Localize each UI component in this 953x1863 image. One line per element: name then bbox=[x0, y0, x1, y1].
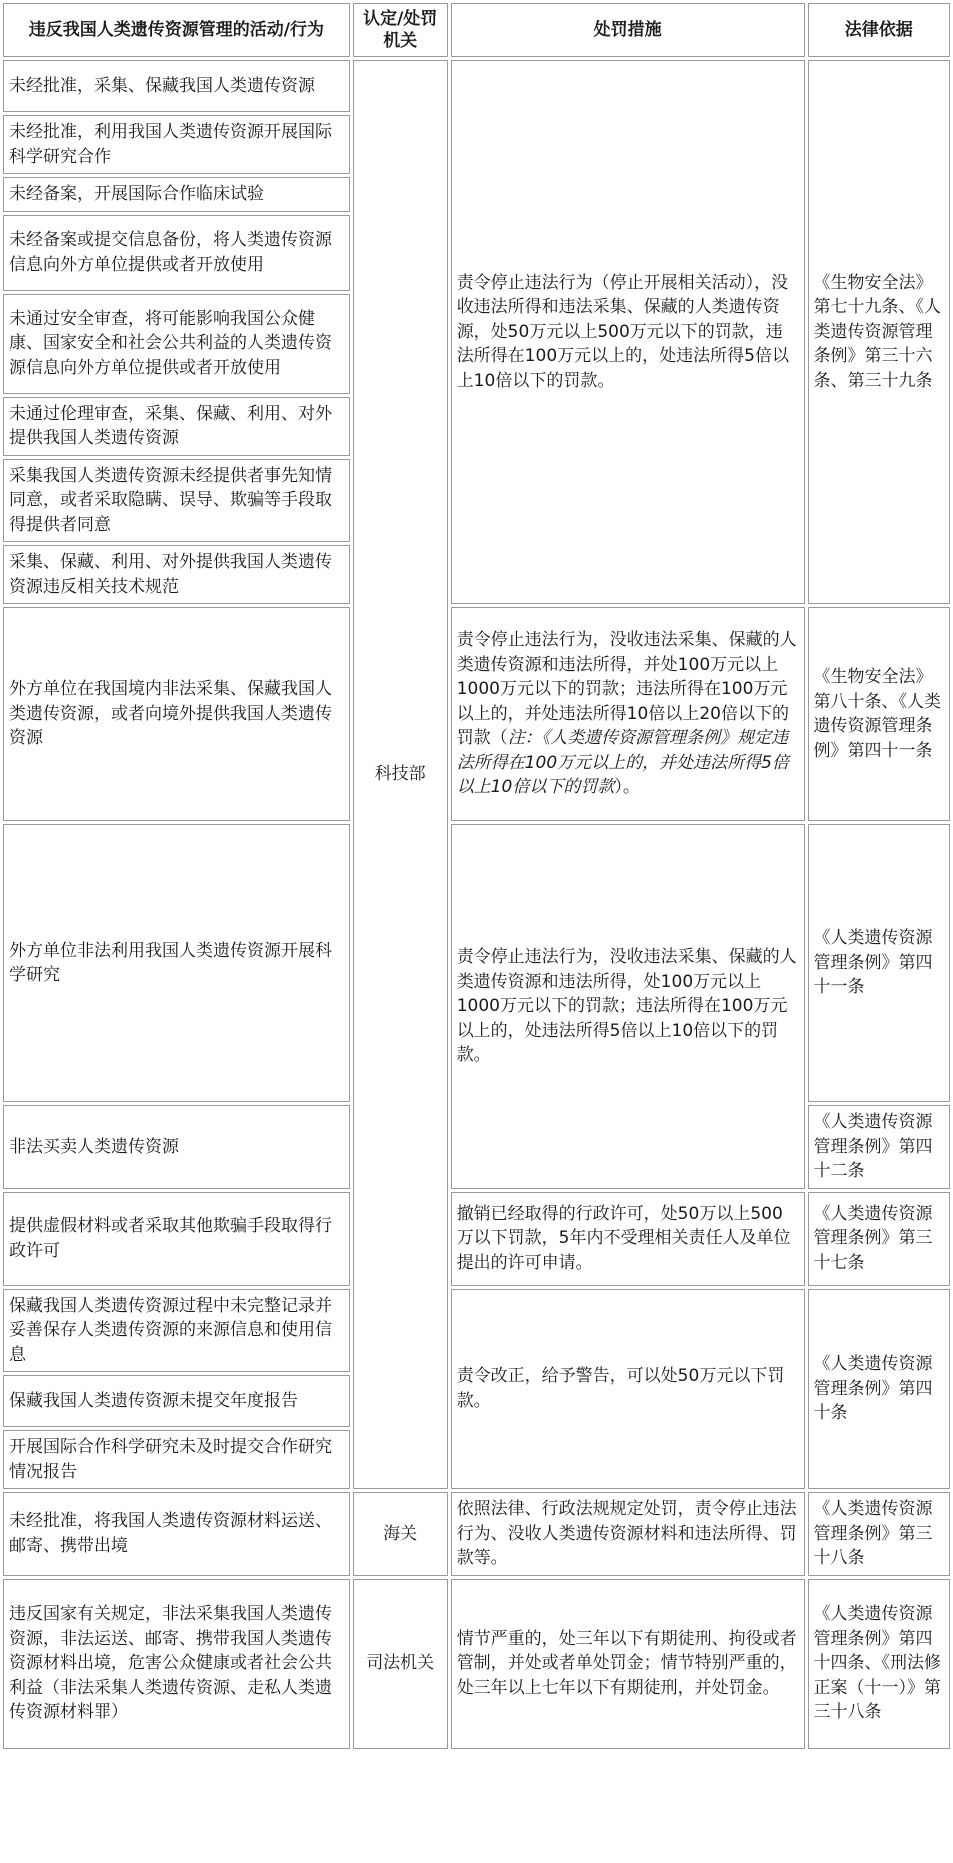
table-header-row bbox=[3, 3, 950, 57]
activity-cell: 外方单位非法利用我国人类遗传资源开展科学研究 bbox=[3, 824, 350, 1102]
table-row bbox=[3, 1192, 950, 1286]
penalty-cell: 责令停止违法行为，没收违法采集、保藏的人类遗传资源和违法所得，处100万元以上1000万元以下的罚款；违法所得在100万元以上的，处违法所得5倍以上10倍以下的罚款。 bbox=[451, 824, 805, 1189]
table-row bbox=[3, 824, 950, 1102]
basis-cell: 《人类遗传资源管理条例》第四十条 bbox=[808, 1289, 951, 1490]
authority-cell-judicial: 司法机关 bbox=[353, 1579, 448, 1749]
table-row bbox=[3, 60, 950, 112]
table-row bbox=[3, 1579, 950, 1749]
table-row bbox=[3, 1289, 950, 1373]
activity-cell: 未经备案，开展国际合作临床试验 bbox=[3, 177, 350, 212]
authority-cell-most: 科技部 bbox=[353, 60, 448, 1489]
activity-cell: 未经批准，利用我国人类遗传资源开展国际科学研究合作 bbox=[3, 115, 350, 174]
activity-cell: 未通过伦理审查，采集、保藏、利用、对外提供我国人类遗传资源 bbox=[3, 397, 350, 456]
penalty-cell bbox=[451, 607, 805, 821]
basis-cell: 《人类遗传资源管理条例》第三十八条 bbox=[808, 1492, 951, 1576]
penalty-text: 责令停止违法行为，没收违法采集、保藏的人类遗传资源和违法所得，并处100万元以上1000万元以下的罚款；违法所得在100万元以上的，并处违法所得10倍以上20倍以下的罚款（ bbox=[456, 630, 797, 749]
activity-cell: 未经备案或提交信息备份，将人类遗传资源信息向外方单位提供或者开放使用 bbox=[3, 215, 350, 291]
basis-cell: 《生物安全法》第七十九条、《人类遗传资源管理条例》第三十六条、第三十九条 bbox=[808, 60, 951, 604]
activity-cell: 保藏我国人类遗传资源未提交年度报告 bbox=[3, 1375, 350, 1427]
activity-cell: 采集我国人类遗传资源未经提供者事先知情同意，或者采取隐瞒、误导、欺骗等手段取得提供者同意 bbox=[3, 459, 350, 543]
activity-cell: 外方单位在我国境内非法采集、保藏我国人类遗传资源，或者向境外提供我国人类遗传资源 bbox=[3, 607, 350, 821]
header-penalty: 处罚措施 bbox=[451, 3, 805, 57]
activity-cell: 非法买卖人类遗传资源 bbox=[3, 1105, 350, 1189]
header-activity: 违反我国人类遗传资源管理的活动/行为 bbox=[3, 3, 350, 57]
basis-cell: 《生物安全法》第八十条、《人类遗传资源管理条例》第四十一条 bbox=[808, 607, 951, 821]
table-row bbox=[3, 607, 950, 821]
basis-cell: 《人类遗传资源管理条例》第三十七条 bbox=[808, 1192, 951, 1286]
activity-cell: 开展国际合作科学研究未及时提交合作研究情况报告 bbox=[3, 1430, 350, 1489]
header-authority: 认定/处罚机关 bbox=[353, 3, 448, 57]
basis-cell: 《人类遗传资源管理条例》第四十二条 bbox=[808, 1105, 951, 1189]
penalty-cell: 情节严重的，处三年以下有期徒刑、拘役或者管制，并处或者单处罚金；情节特别严重的，处三年以上七年以下有期徒刑，并处罚金。 bbox=[451, 1579, 805, 1749]
penalty-cell: 责令改正，给予警告，可以处50万元以下罚款。 bbox=[451, 1289, 805, 1490]
basis-cell: 《人类遗传资源管理条例》第四十一条 bbox=[808, 824, 951, 1102]
penalty-cell: 责令停止违法行为（停止开展相关活动），没收违法所得和违法采集、保藏的人类遗传资源，处50万元以上500万元以下的罚款，违法所得在100万元以上的，处违法所得5倍以上10倍以下的罚款。 bbox=[451, 60, 805, 604]
activity-cell: 未经批准，采集、保藏我国人类遗传资源 bbox=[3, 60, 350, 112]
penalty-cell: 依照法律、行政法规规定处罚，责令停止违法行为、没收人类遗传资源材料和违法所得、罚款等。 bbox=[451, 1492, 805, 1576]
authority-cell-customs: 海关 bbox=[353, 1492, 448, 1576]
penalty-note: 注：《人类遗传资源管理条例》规定违法所得在100万元以上的，并处违法所得5倍以上10倍以下的罚款 bbox=[456, 728, 789, 798]
basis-cell: 《人类遗传资源管理条例》第四十四条、《刑法修正案（十一）》第三十八条 bbox=[808, 1579, 951, 1749]
activity-cell: 提供虚假材料或者采取其他欺骗手段取得行政许可 bbox=[3, 1192, 350, 1286]
activity-cell: 未经批准，将我国人类遗传资源材料运送、邮寄、携带出境 bbox=[3, 1492, 350, 1576]
activity-cell: 保藏我国人类遗传资源过程中未完整记录并妥善保存人类遗传资源的来源信息和使用信息 bbox=[3, 1289, 350, 1373]
penalty-text-end: ）。 bbox=[614, 777, 640, 798]
activity-cell: 采集、保藏、利用、对外提供我国人类遗传资源违反相关技术规范 bbox=[3, 545, 350, 604]
table-row bbox=[3, 1492, 950, 1576]
activity-cell: 违反国家有关规定，非法采集我国人类遗传资源，非法运送、邮寄、携带我国人类遗传资源材料出境，危害公众健康或者社会公共利益（非法采集人类遗传资源、走私人类遗传资源材料罪） bbox=[3, 1579, 350, 1749]
header-basis: 法律依据 bbox=[808, 3, 951, 57]
activity-cell: 未通过安全审查，将可能影响我国公众健康、国家安全和社会公共利益的人类遗传资源信息向外方单位提供或者开放使用 bbox=[3, 294, 350, 394]
penalty-cell: 撤销已经取得的行政许可，处50万以上500万以下罚款，5年内不受理相关责任人及单位提出的许可申请。 bbox=[451, 1192, 805, 1286]
